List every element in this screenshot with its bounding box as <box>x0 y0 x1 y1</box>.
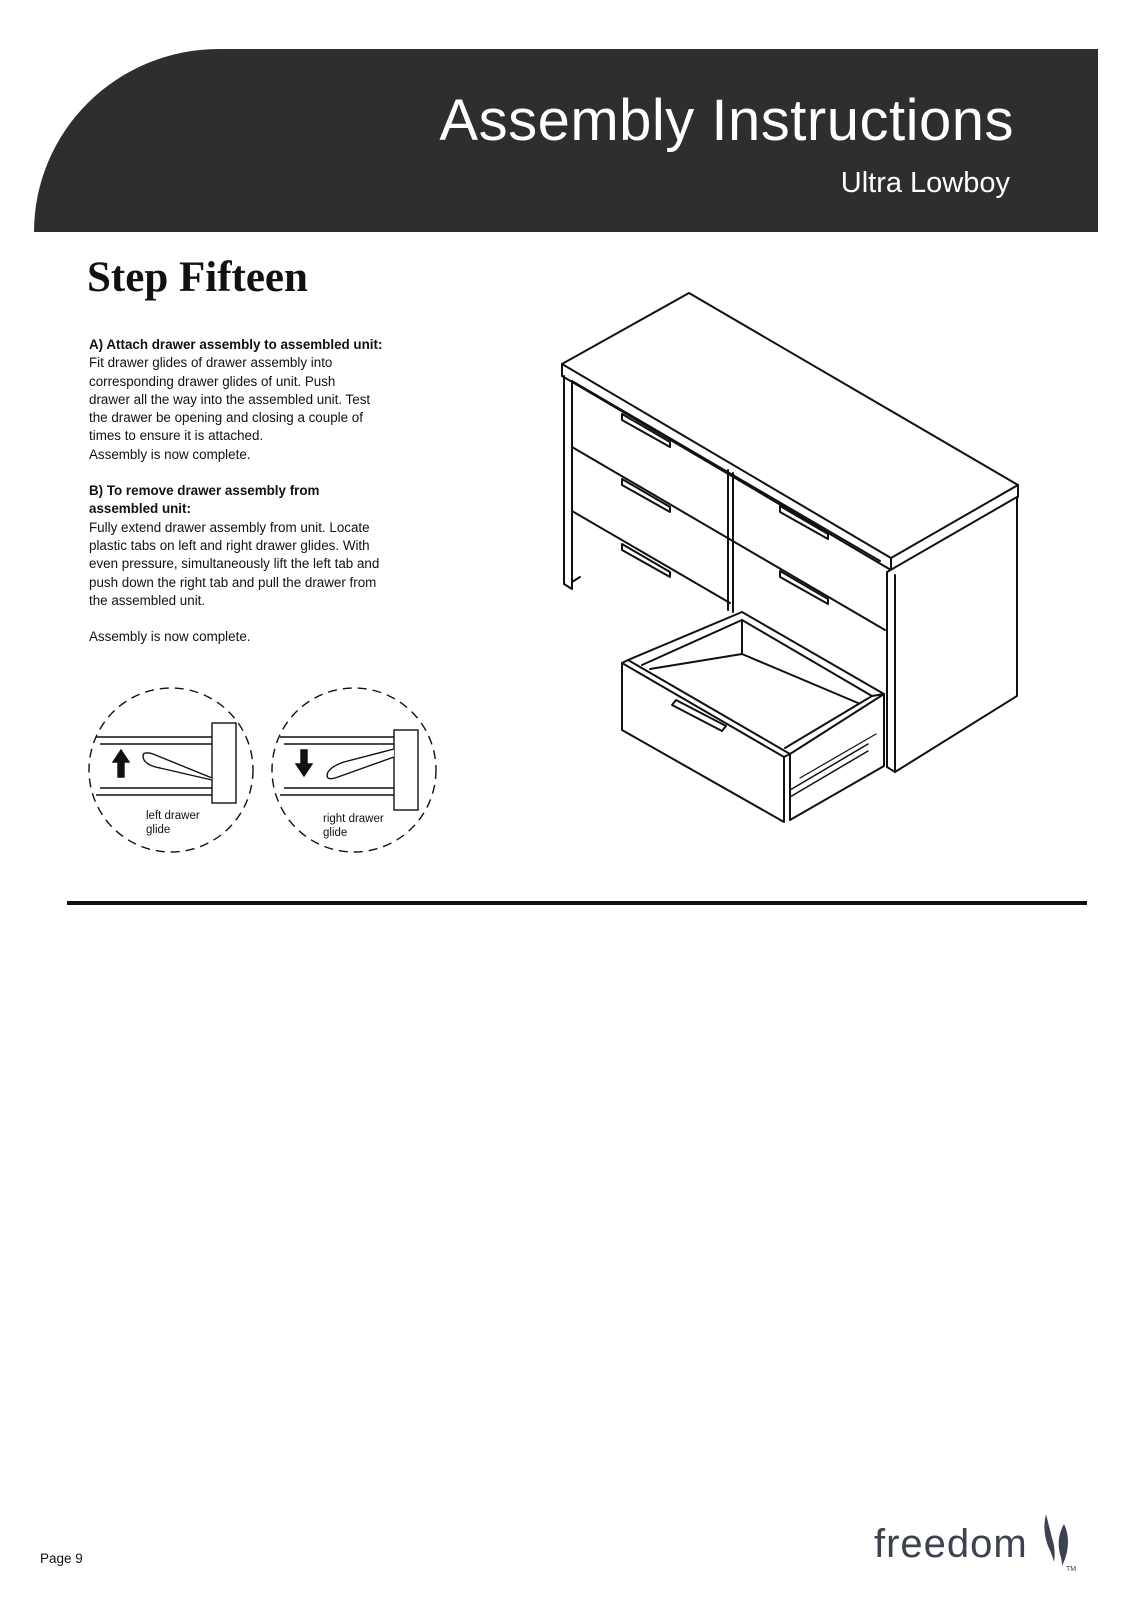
completion-note: Assembly is now complete. <box>89 629 251 645</box>
section-b-line: push down the right tab and pull the drawer from <box>89 574 377 590</box>
section-b-heading: assembled unit: <box>89 501 191 517</box>
open-drawer-front <box>622 663 784 822</box>
trademark: TM <box>1066 1566 1077 1572</box>
drawer-handle <box>622 544 670 577</box>
section-a-line: Fit drawer glides of drawer assembly into <box>89 355 333 371</box>
left-glide-label: left drawer glide <box>146 810 200 836</box>
section-divider <box>67 901 1087 905</box>
section-a-line: corresponding drawer glides of unit. Push <box>89 373 336 389</box>
drawer-handle <box>780 571 828 604</box>
unit-left-side <box>564 376 572 589</box>
brand-leaf-icon <box>1040 1510 1082 1572</box>
arrow-up-icon <box>113 750 129 777</box>
document-title: Assembly Instructions <box>439 88 1014 153</box>
section-b-line: Fully extend drawer assembly from unit. Locate <box>89 519 370 535</box>
section-b-line: even pressure, simultaneously lift the left tab and <box>89 556 380 572</box>
section-a-line: the drawer be opening and closing a couple of <box>89 410 363 426</box>
section-b-line: plastic tabs on left and right drawer glides. With <box>89 537 370 553</box>
section-b-line: the assembled unit. <box>89 592 206 608</box>
page-number: Page 9 <box>40 1551 83 1566</box>
drawer-handle <box>622 479 670 512</box>
right-glide-label: right drawer glide <box>323 813 384 839</box>
section-a-line: drawer all the way into the assembled unit. Test <box>89 391 371 407</box>
section-a-line: times to ensure it is attached. <box>89 428 264 444</box>
brand-logo: freedom <box>874 1522 1028 1566</box>
product-name: Ultra Lowboy <box>840 167 1010 199</box>
arrow-down-icon <box>296 750 312 776</box>
section-a-line: Assembly is now complete. <box>89 446 251 462</box>
section-a-heading: A) Attach drawer assembly to assembled unit: <box>89 337 383 352</box>
section-b-heading: B) To remove drawer assembly from <box>89 483 320 499</box>
step-title: Step Fifteen <box>87 254 308 301</box>
